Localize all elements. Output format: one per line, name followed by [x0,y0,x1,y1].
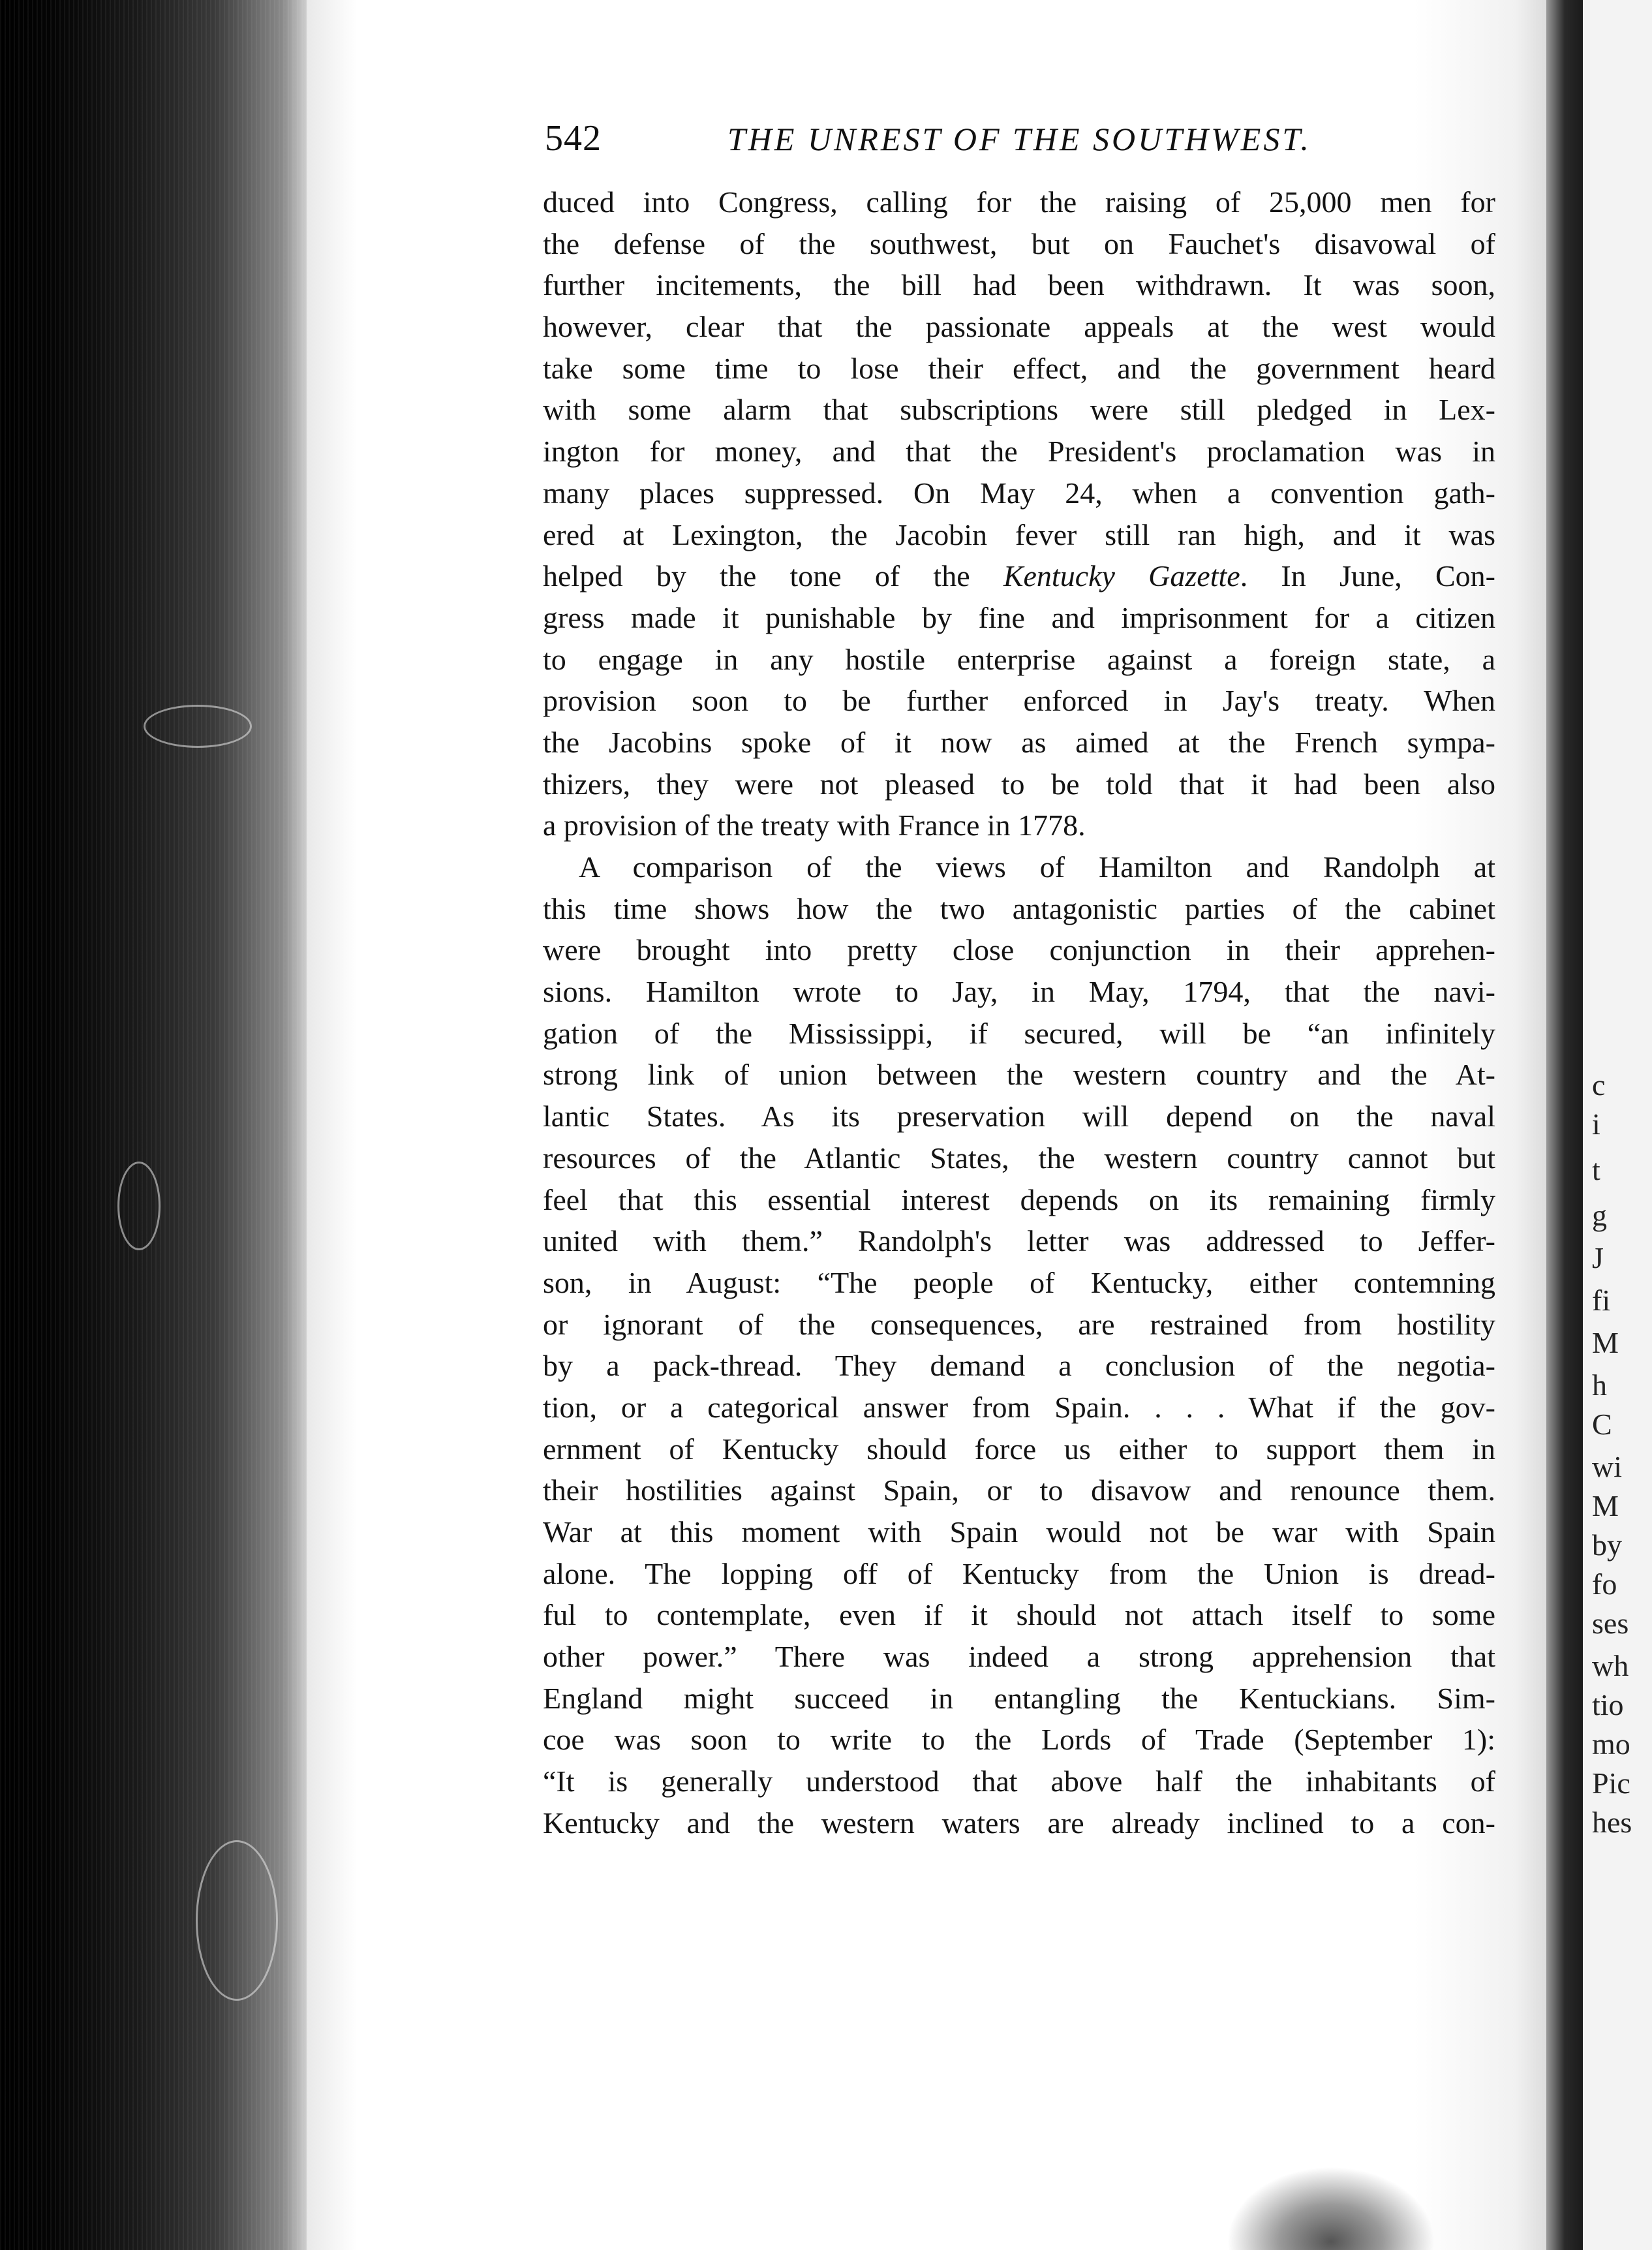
text-line: duced into Congress, calling for the raising of 25,000 men for [543,185,1495,219]
thread-mark [144,705,252,748]
text-line: feel that this essential interest depends on its remaining firmly [543,1182,1495,1216]
adjacent-page-fragment: tio [1592,1688,1624,1721]
adjacent-page-fragment: fo [1592,1567,1617,1601]
adjacent-page-fragment: Pic [1592,1766,1630,1800]
adjacent-page-fragment: i [1592,1107,1600,1141]
body-text [543,181,1495,1844]
text-line: War at this moment with Spain would not be war with Spain [543,1515,1495,1549]
adjacent-page-fragment: h [1592,1368,1607,1402]
thread-mark [117,1162,161,1250]
page-number: 542 [545,118,602,159]
adjacent-page-fragment: mo [1592,1727,1630,1761]
text-line: further incitements, the bill had been withdrawn. It was soon, [543,268,1495,302]
adjacent-page-fragment: wh [1592,1649,1629,1682]
text-line: take some time to lose their effect, and the government heard [543,351,1495,385]
text-line: many places suppressed. On May 24, when a convention gath- [543,476,1495,510]
adjacent-page-fragment: M [1592,1489,1619,1522]
text-line: their hostilities against Spain, or to disavow and renounce them. [543,1473,1495,1507]
text-line: or ignorant of the consequences, are restrained from hostility [543,1307,1495,1341]
adjacent-page-fragment: ses [1592,1607,1629,1640]
text-line: helped by the tone of the Kentucky Gazette. In June, Con- [543,559,1495,593]
text-line: ernment of Kentucky should force us either to support them in [543,1432,1495,1466]
adjacent-page-edge [1583,0,1652,2250]
text-line: strong link of union between the western country and the At- [543,1058,1495,1092]
text-line: England might succeed in entangling the Kentuckians. Sim- [543,1681,1495,1715]
adjacent-page-fragment: by [1592,1528,1622,1562]
adjacent-page-fragment: t [1592,1153,1600,1186]
thread-mark [196,1840,278,2001]
text-line: son, in August: “The people of Kentucky, either contemning [543,1265,1495,1299]
text-line: the Jacobins spoke of it now as aimed at the French sympa- [543,725,1495,759]
adjacent-page-fragment: C [1592,1408,1612,1441]
text-line: a provision of the treaty with France in 1778. [543,809,1086,842]
text-line: coe was soon to write to the Lords of Trade (September 1): [543,1723,1495,1757]
text-line: resources of the Atlantic States, the western country cannot but [543,1141,1495,1175]
scan-artifact [1227,2166,1435,2250]
text-line: this time shows how the two antagonistic parties of the cabinet [543,891,1495,925]
text-line: to engage in any hostile enterprise against a foreign state, a [543,642,1495,676]
adjacent-page-fragment: M [1592,1326,1619,1359]
adjacent-page-fragment: J [1592,1241,1604,1274]
text-line: sions. Hamilton wrote to Jay, in May, 1794, that the navi- [543,975,1495,1009]
text-line: other power.” There was indeed a strong apprehension that [543,1640,1495,1674]
text-line: “It is generally understood that above half the inhabitants of [543,1765,1495,1798]
book-edge [0,0,307,2250]
text-line: ered at Lexington, the Jacobin fever still ran high, and it was [543,517,1495,551]
running-title: THE UNREST OF THE SOUTHWEST. [727,121,1311,157]
text-line: ful to contemplate, even if it should not attach itself to some [543,1598,1495,1632]
text-line: with some alarm that subscriptions were still pledged in Lex- [543,393,1495,427]
text-line: however, clear that the passionate appeals at the west would [543,310,1495,344]
text-line: lantic States. As its preservation will depend on the naval [543,1100,1495,1133]
text-line: gation of the Mississippi, if secured, will be “an infinitely [543,1016,1495,1050]
adjacent-page-fragment: wi [1592,1450,1622,1483]
adjacent-page-fragment: c [1592,1068,1606,1102]
text-line: were brought into pretty close conjunction in their apprehen- [543,933,1495,967]
text-line: the defense of the southwest, but on Fauchet's disavowal of [543,226,1495,260]
text-line: Kentucky and the western waters are already inclined to a con- [543,1806,1495,1840]
running-head [545,117,1484,170]
text-line: by a pack-thread. They demand a conclusion of the negotia- [543,1349,1495,1383]
text-line: ington for money, and that the President's proclamation was in [543,435,1495,469]
text-line: gress made it punishable by fine and imprisonment for a citizen [543,600,1495,634]
gutter-shadow [1546,0,1583,2250]
text-line: provision soon to be further enforced in Jay's treaty. When [543,684,1495,718]
adjacent-page-fragment: g [1592,1199,1607,1232]
adjacent-page-fragment: hes [1592,1806,1632,1839]
text-line: alone. The lopping off of Kentucky from the Union is dread- [543,1556,1495,1590]
text-line: united with them.” Randolph's letter was addressed to Jeffer- [543,1224,1495,1258]
text-line: thizers, they were not pleased to be told that it had been also [543,767,1495,801]
text-line: A comparison of the views of Hamilton and Randolph at [579,850,1495,884]
adjacent-page-fragment: fi [1592,1284,1611,1317]
text-line: tion, or a categorical answer from Spain. . . . What if the gov- [543,1390,1495,1424]
